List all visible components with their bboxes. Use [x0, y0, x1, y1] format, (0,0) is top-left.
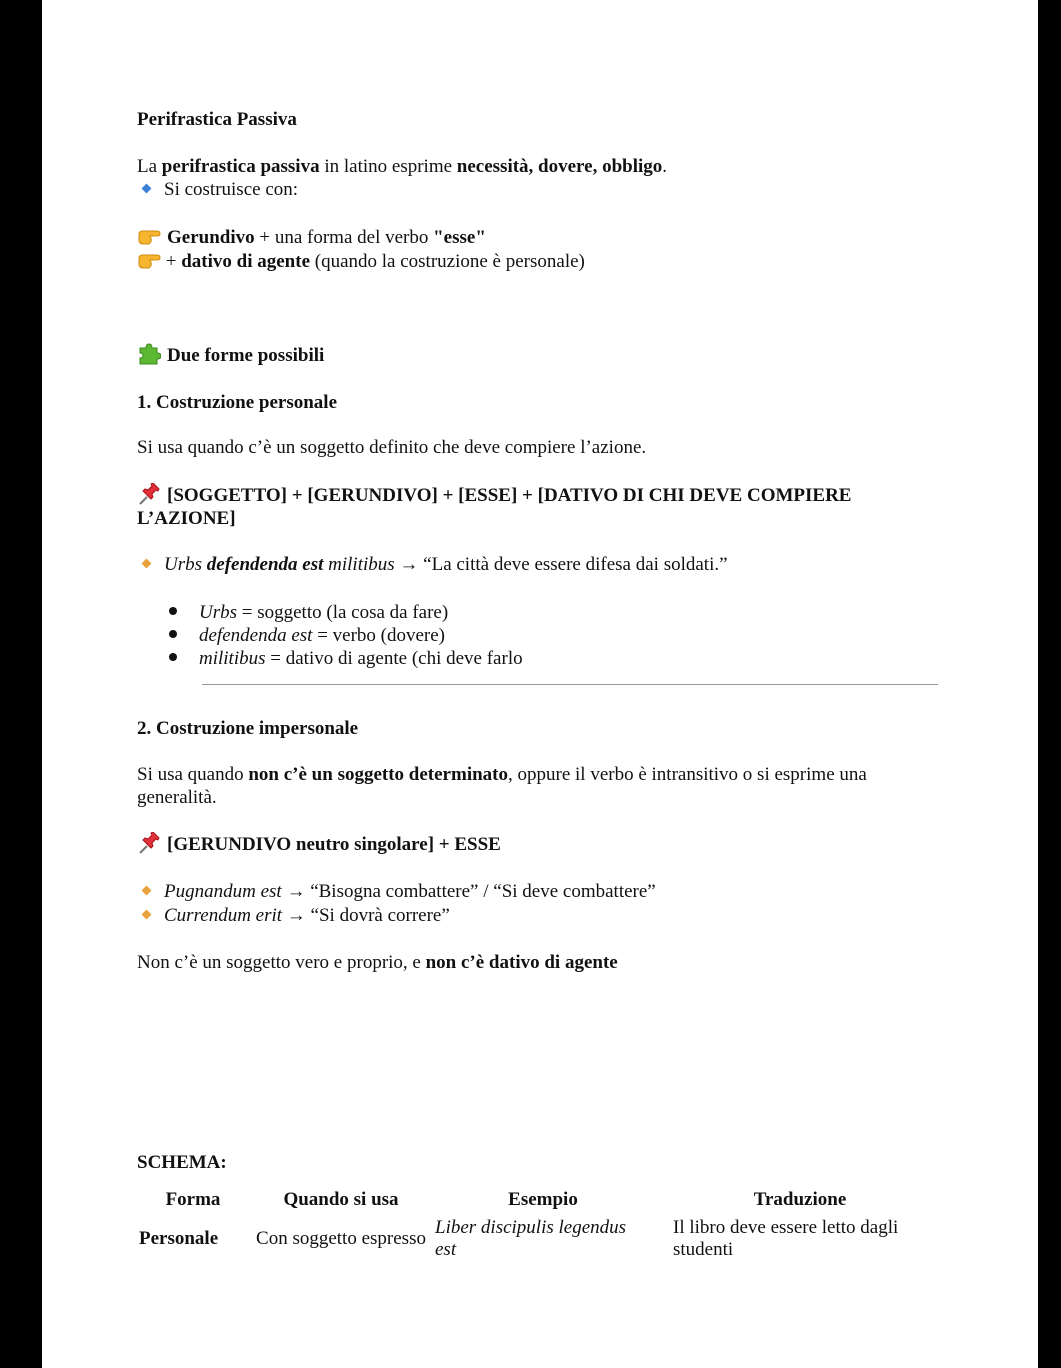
cell-forma: Personale — [139, 1228, 219, 1249]
list-item: militibus = dativo di agente (chi deve farlo — [137, 647, 523, 670]
column-header-forma: Forma — [165, 1189, 221, 1210]
schema-table — [137, 1189, 947, 1263]
construct-line: Si costruisce con: — [137, 178, 298, 201]
impersonal-heading: 2. Costruzione impersonale — [137, 718, 359, 739]
table-header-row — [137, 1189, 947, 1215]
personal-heading: 1. Costruzione personale — [137, 392, 338, 413]
impersonal-description-cont: generalità. — [137, 787, 217, 808]
bullet-icon — [169, 607, 177, 615]
personal-description: Si usa quando c’è un soggetto definito che deve compiere l’azione. — [137, 437, 647, 458]
impersonal-formula: [GERUNDIVO neutro singolare] + ESSE — [137, 832, 501, 856]
small-orange-diamond-icon — [142, 559, 152, 569]
column-header-esempio: Esempio — [508, 1189, 578, 1210]
small-blue-diamond-icon — [142, 184, 152, 194]
list-item: defendenda est = verbo (dovere) — [137, 624, 445, 647]
personal-example: Urbs defendenda est militibus → “La città deve essere difesa dai soldati.” — [137, 553, 728, 576]
impersonal-note: Non c’è un soggetto vero e proprio, e non c’è dativo di agente — [137, 952, 618, 973]
bullet-icon — [169, 653, 177, 661]
forms-heading: Due forme possibili — [137, 343, 324, 367]
puzzle-piece-icon — [137, 343, 161, 365]
pushpin-icon — [137, 832, 161, 854]
intro-paragraph: La perifrastica passiva in latino esprime necessità, dovere, obbligo. — [137, 156, 668, 177]
list-item: Urbs = soggetto (la cosa da fare) — [137, 601, 448, 624]
cell-traduzione: Il libro deve essere letto dagli studenti — [673, 1217, 899, 1260]
backhand-index-pointing-right-icon — [137, 225, 161, 247]
small-orange-diamond-icon — [142, 910, 152, 920]
rule-dativo: + dativo di agente (quando la costruzione è personale) — [137, 249, 585, 273]
page-title: Perifrastica Passiva — [137, 109, 297, 130]
table-row — [137, 1215, 947, 1263]
column-header-traduzione: Traduzione — [753, 1189, 847, 1210]
impersonal-example: Pugnandum est → “Bisogna combattere” / “Si deve combattere” — [137, 880, 656, 903]
horizontal-divider — [202, 684, 938, 685]
small-orange-diamond-icon — [142, 886, 152, 896]
backhand-index-pointing-right-icon — [137, 249, 161, 271]
impersonal-example: Currendum erit → “Si dovrà correre” — [137, 904, 450, 927]
bullet-icon — [169, 630, 177, 638]
cell-quando: Con soggetto espresso — [256, 1228, 426, 1249]
rule-gerundivo: Gerundivo + una forma del verbo "esse" — [137, 225, 486, 249]
impersonal-description: Si usa quando non c’è un soggetto determinato, oppure il verbo è intransitivo o si esprime una — [137, 764, 867, 785]
schema-title: SCHEMA: — [137, 1152, 227, 1173]
pushpin-icon — [137, 483, 161, 505]
personal-formula-cont: L’AZIONE] — [137, 508, 236, 529]
personal-formula: [SOGGETTO] + [GERUNDIVO] + [ESSE] + [DATIVO DI CHI DEVE COMPIERE — [137, 483, 851, 507]
cell-esempio: Liber discipulis legendus est — [435, 1217, 627, 1260]
document-page — [42, 0, 1038, 1368]
column-header-quando: Quando si usa — [283, 1189, 399, 1210]
